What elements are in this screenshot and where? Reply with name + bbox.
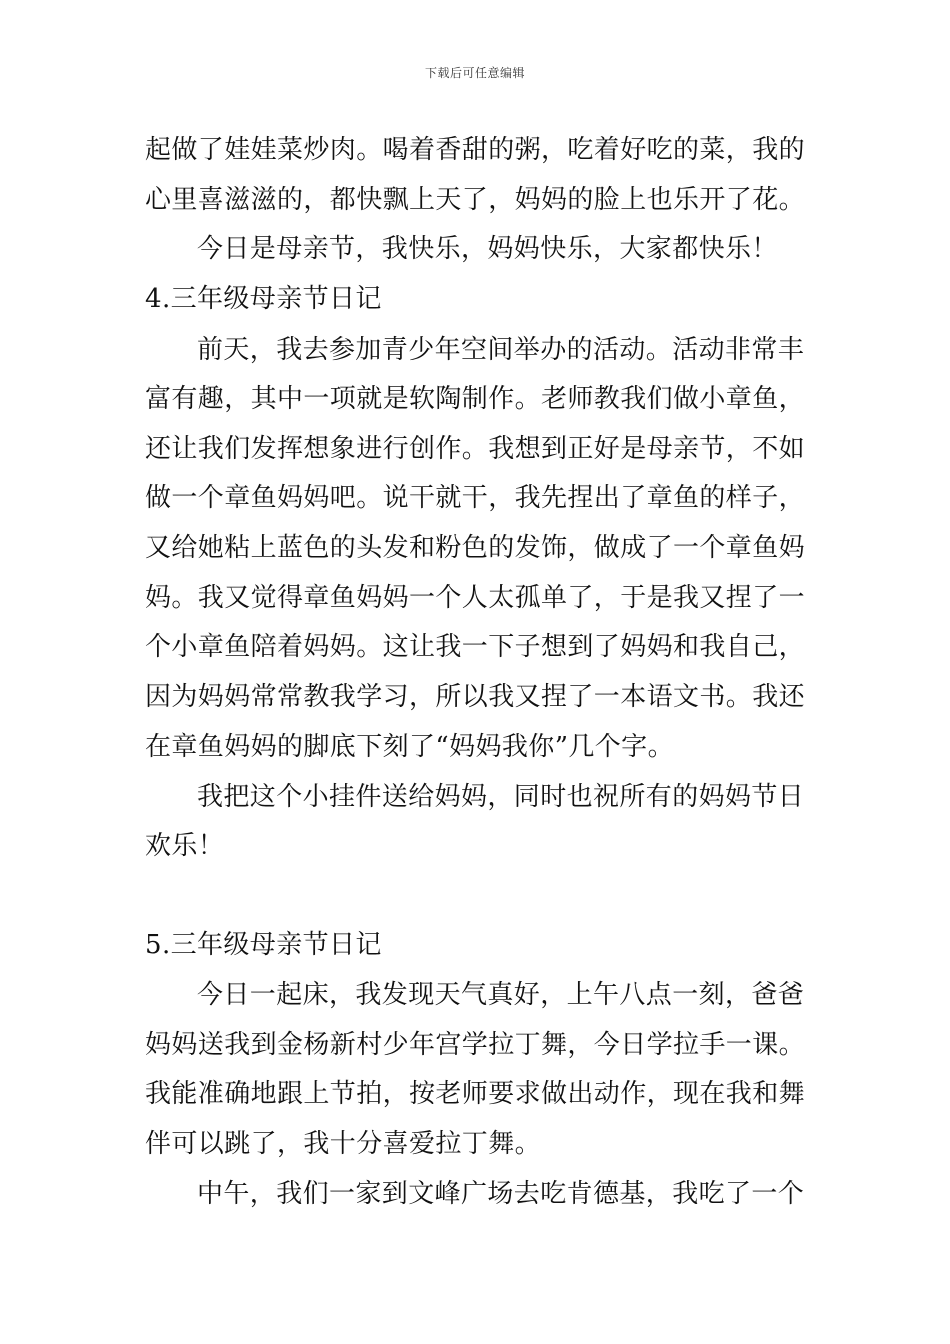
body-line: 今日一起床，我发现天气真好，上午八点一刻，爸爸: [197, 980, 805, 1010]
section-heading: 4.三年级母亲节日记: [145, 284, 382, 314]
body-line: 因为妈妈常常教我学习，所以我又捏了一本语文书。我还: [145, 682, 806, 712]
body-line: 富有趣，其中一项就是软陶制作。老师教我们做小章鱼，: [145, 384, 806, 414]
body-line: 欢乐！: [145, 831, 225, 861]
body-line: 做一个章鱼妈妈吧。说干就干，我先捏出了章鱼的样子，: [145, 483, 806, 513]
page-header-note: 下载后可任意编辑: [424, 66, 525, 80]
body-line: 又给她粘上蓝色的头发和粉色的发饰，做成了一个章鱼妈: [145, 533, 806, 563]
section-heading: 5.三年级母亲节日记: [145, 930, 382, 960]
body-line: 妈妈送我到金杨新村少年宫学拉丁舞，今日学拉手一课。: [145, 1030, 806, 1060]
body-line: 我能准确地跟上节拍，按老师要求做出动作，现在我和舞: [145, 1079, 806, 1109]
body-line: 前天，我去参加青少年空间举办的活动。活动非常丰: [197, 335, 805, 365]
body-line: 中午，我们一家到文峰广场去吃肯德基，我吃了一个: [197, 1179, 805, 1209]
body-line: 今日是母亲节，我快乐，妈妈快乐，大家都快乐！: [197, 234, 778, 264]
body-line: 还让我们发挥想象进行创作。我想到正好是母亲节，不如: [145, 434, 806, 464]
body-line: 我把这个小挂件送给妈妈，同时也祝所有的妈妈节日: [197, 782, 805, 812]
body-line: 个小章鱼陪着妈妈。这让我一下子想到了妈妈和我自己，: [145, 632, 806, 662]
body-line: 在章鱼妈妈的脚底下刻了“妈妈我你”几个字。: [145, 732, 674, 762]
body-line: 起做了娃娃菜炒肉。喝着香甜的粥，吃着好吃的菜，我的: [145, 135, 806, 165]
body-line: 心里喜滋滋的，都快飘上天了，妈妈的脸上也乐开了花。: [145, 185, 806, 215]
body-line: 妈。我又觉得章鱼妈妈一个人太孤单了，于是我又捏了一: [145, 583, 806, 613]
body-line: 伴可以跳了，我十分喜爱拉丁舞。: [145, 1129, 542, 1159]
